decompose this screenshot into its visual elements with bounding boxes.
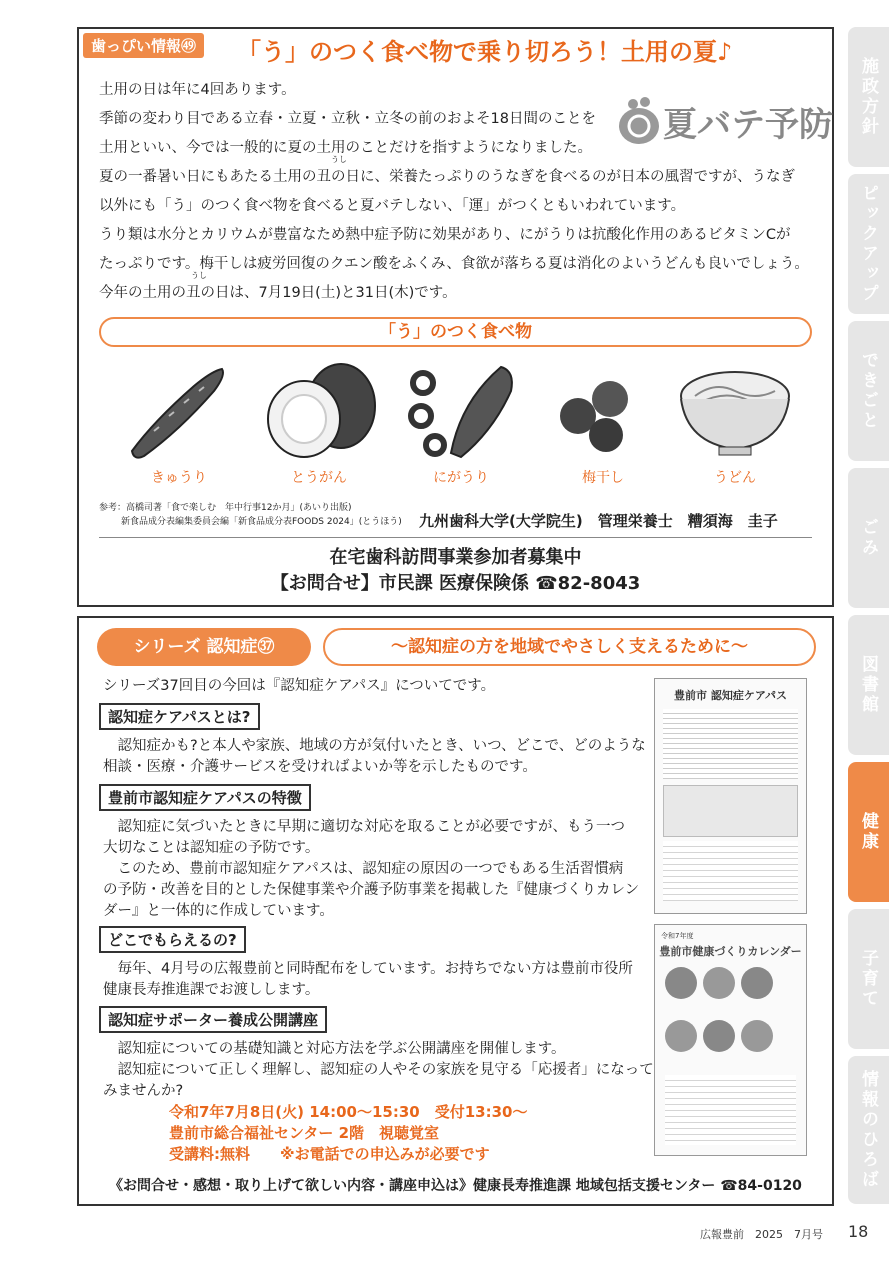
section-heading: 認知症ケアパスとは?: [99, 703, 260, 730]
series-tag: シリーズ 認知症㊲: [97, 628, 311, 666]
snail-icon: [611, 84, 833, 154]
section-heading: どこでもらえるの?: [99, 926, 246, 953]
event-date: 令和7年7月8日(火) 14:00～15:30 受付13:30～: [169, 1103, 528, 1121]
thumbnail-text-block: [663, 709, 798, 779]
paragraph-line: 以外にも「う」のつく食べ物を食べると夏バテしない、「運」がつくともいわれています。: [99, 198, 686, 214]
body-line: みませんか?: [103, 1083, 184, 1099]
article-dementia-box: [77, 616, 834, 1206]
thumbnail-year: 令和7年度: [661, 932, 694, 940]
body-line: ダー』と一体的に作成しています。: [103, 903, 334, 919]
body-line: 認知症に気づいたときに早期に適切な対応を取ることが必要ですが、もう一つ: [103, 819, 625, 835]
paragraph-line: うり類は水分とカリウムが豊富なため熱中症予防に効果があり、にがうりは抗酸化作用のあるビタミンCが: [99, 227, 791, 243]
cucumber-icon: [124, 361, 234, 461]
body-line: 認知症かも?と本人や家族、地域の方が気付いたとき、いつ、どこで、どのような: [103, 738, 646, 754]
body-line: 認知症について正しく理解し、認知症の人やその家族を見守る「応援者」になって: [103, 1062, 654, 1078]
udon-bowl-icon: [675, 361, 795, 461]
section-heading: 認知症サポーター養成公開講座: [99, 1006, 327, 1033]
logo-text: 夏バテ予防: [663, 105, 833, 145]
intro-text: シリーズ37回目の今回は『認知症ケアパス』についてです。: [103, 678, 496, 694]
body-line: 健康長寿推進課でお渡しします。: [103, 982, 320, 998]
paragraph-line: 季節の変わり目である立春・立夏・立秋・立冬の前のおよそ18日間のことを: [99, 111, 596, 127]
thumbnail-chart-block: [663, 785, 798, 837]
body-line: の予防・改善を目的とした保健事業や介護予防事業を掲載した『健康づくりカレン: [103, 882, 640, 898]
body-line: このため、豊前市認知症ケアパスは、認知症の原因の一つでもある生活習慣病: [103, 861, 624, 877]
food-bitter-melon: [401, 361, 521, 487]
care-path-thumbnail: [654, 678, 807, 914]
ruby-text: うし: [191, 271, 207, 280]
page-number: 18: [848, 1222, 869, 1241]
page-footer: 広報豊前 2025 7月号: [700, 1228, 823, 1241]
food-udon: [675, 361, 795, 487]
thumbnail-contact-block: [665, 1075, 796, 1145]
paragraph-line: たっぷりです。梅干しは疲労回復のクエン酸をふくみ、食欲が落ちる夏は消化のよいうどんも良いでしょう。: [99, 256, 809, 272]
tab-garbage[interactable]: ごみ: [848, 468, 889, 608]
body-line: 相談・医療・介護サービスを受ければよいか等を示したものです。: [103, 759, 537, 775]
recruit-contact: 【お問合せ】市民課 医療保険係 ☎82-8043: [270, 573, 641, 594]
food-label: とうがん: [291, 470, 347, 486]
food-winter-melon: [259, 361, 379, 487]
paragraph-line: 夏の一番暑い日にもあたる土用の丑の日に、栄養たっぷりのうなぎを食べるのが日本の風習ですが、うなぎ: [99, 169, 795, 185]
food-label: きゅうり: [151, 470, 207, 486]
event-venue: 豊前市総合福祉センター 2階 視聴覚室: [169, 1124, 440, 1142]
foods-section-title: 「う」のつく食べ物: [99, 317, 812, 347]
paragraph-line: 今年の土用の丑の日は、7月19日(土)と31日(木)です。: [99, 285, 457, 301]
tab-policy[interactable]: 施政方針: [848, 27, 889, 167]
food-umeboshi: [543, 361, 663, 487]
tab-library[interactable]: 図書館: [848, 615, 889, 755]
paragraph-line: 土用といい、今では一般的に夏の土用のことだけを指すようになりました。: [99, 140, 592, 156]
recruit-notice: [79, 545, 832, 597]
series-title: ～認知症の方を地域でやさしく支えるために～: [323, 628, 816, 666]
reference-line: 参考：高橋司著「食で楽しむ 年中行事12か月」(あいり出版): [99, 503, 352, 513]
tab-health[interactable]: 健康: [848, 762, 889, 902]
inquiry-footer: 《お問合せ・感想・取り上げて欲しい内容・講座申込は》健康長寿推進課 地域包括支援センター ☎84-0120: [109, 1178, 802, 1194]
divider: [99, 537, 812, 538]
paragraph-line: 土用の日は年に4回あります。: [99, 82, 296, 98]
health-calendar-thumbnail: [654, 924, 807, 1156]
thumbnail-circles: [665, 967, 796, 1067]
tab-events[interactable]: できごと: [848, 321, 889, 461]
food-label: にがうり: [433, 470, 489, 486]
thumbnail-contact-block: [663, 841, 798, 901]
body-line: 認知症についての基礎知識と対応方法を学ぶ公開講座を開催します。: [103, 1041, 566, 1057]
winter-melon-icon: [259, 361, 379, 461]
tab-pickup[interactable]: ピックアップ: [848, 174, 889, 314]
food-label: 梅干し: [582, 470, 624, 486]
food-label: うどん: [714, 470, 756, 486]
event-fee: 受講料:無料 ※お電話での申込みが必要です: [169, 1145, 490, 1163]
summer-fatigue-logo: [611, 84, 833, 154]
article-dental-box: [77, 27, 834, 607]
body-line: 大切なことは認知症の予防です。: [103, 840, 320, 856]
tab-childcare[interactable]: 子育て: [848, 909, 889, 1049]
thumbnail-title: 豊前市健康づくりカレンダー: [659, 945, 802, 958]
recruit-title: 在宅歯科訪問事業参加者募集中: [329, 547, 582, 568]
section-heading: 豊前市認知症ケアパスの特徴: [99, 784, 311, 811]
article-title: 「う」のつく食べ物で乗り切ろう！土用の夏♪: [237, 38, 733, 66]
food-cucumber: [119, 361, 239, 487]
article-tag: 歯っぴい情報㊾: [83, 33, 204, 58]
thumbnail-title: 豊前市 認知症ケアパス: [674, 689, 787, 702]
author-credit: 九州歯科大学(大学院生) 管理栄養士 糟須海 圭子: [419, 512, 778, 530]
ruby-text: うし: [331, 155, 347, 164]
bitter-melon-icon: [401, 361, 521, 461]
body-line: 毎年、4月号の広報豊前と同時配布をしています。お持ちでない方は豊前市役所: [103, 961, 633, 977]
tab-info[interactable]: 情報のひろば: [848, 1056, 889, 1204]
reference-line: 新食品成分表編集委員会編「新食品成分表FOODS 2024」(とうほう): [121, 517, 402, 527]
umeboshi-icon: [548, 361, 658, 461]
